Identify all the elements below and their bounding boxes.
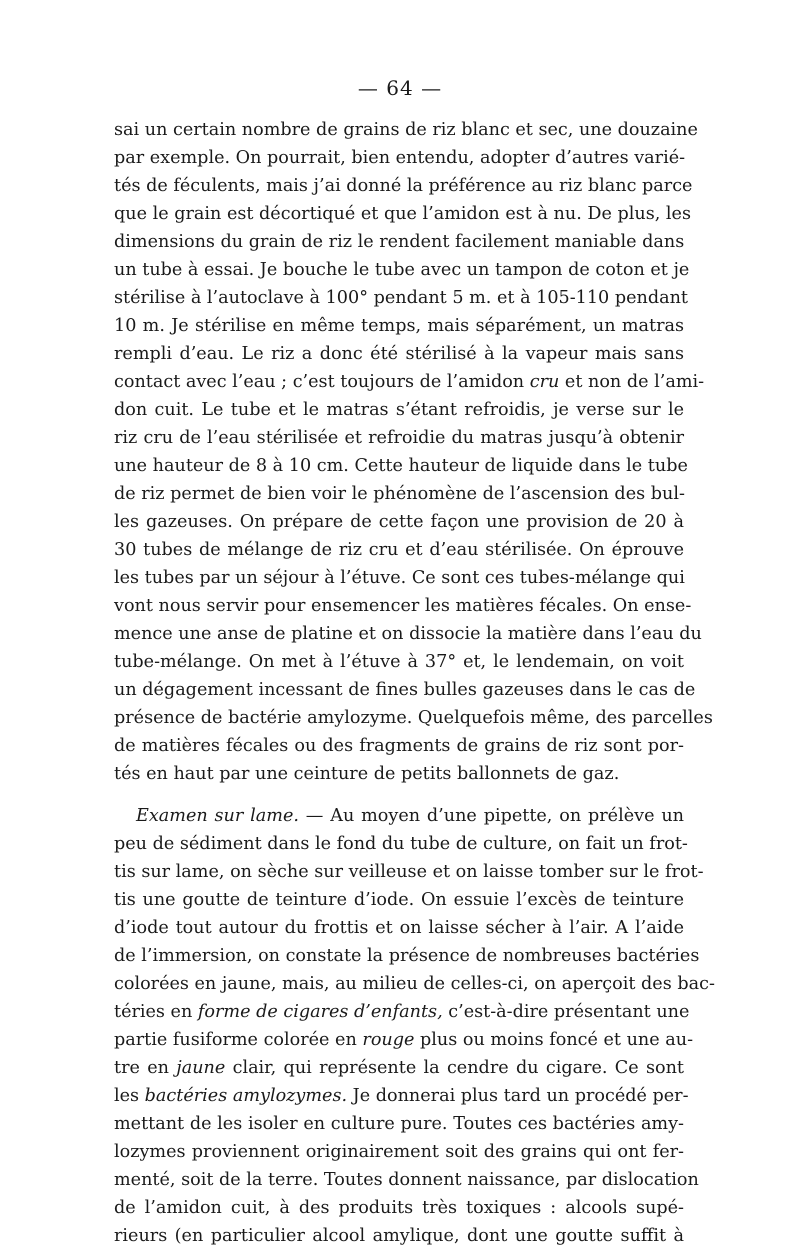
text-line: tube-mélange. On met à l’étuve à 37° et, le lendemain, on voit [114, 652, 684, 672]
text-line: une hauteur de 8 à 10 cm. Cette hauteur de liquide dans le tube [114, 456, 688, 476]
text-line [114, 368, 705, 396]
italic-text: jaune [176, 1058, 226, 1078]
text-line: présence de bactérie amylozyme. Quelquefois même, des parcelles [114, 708, 713, 728]
text-segment: et non de l’ami- [559, 372, 705, 392]
text-line: de l’immersion, on constate la présence de nombreuses bactéries [114, 946, 700, 966]
text-line [114, 802, 684, 830]
text-line: dimensions du grain de riz le rendent facilement maniable dans [114, 232, 685, 252]
text-line: de l’amidon cuit, à des produits très toxiques : alcools supé- [114, 1198, 684, 1218]
text-line: riz cru de l’eau stérilisée et refroidie du matras jusqu’à obtenir [114, 428, 684, 448]
text-line: tés de féculents, mais j’ai donné la préférence au riz blanc parce [114, 176, 693, 196]
text-line: 10 m. Je stérilise en même temps, mais séparément, un matras [114, 316, 684, 336]
italic-text: forme de cigares d’enfants, [197, 1002, 443, 1022]
text-line: les tubes par un séjour à l’étuve. Ce sont ces tubes-mélange qui [114, 568, 685, 588]
text-line: mence une anse de platine et on dissocie la matière dans l’eau du [114, 624, 702, 644]
text-line: d’iode tout autour du frottis et on laisse sécher à l’air. A l’aide [114, 918, 684, 938]
text-line: peu de sédiment dans le fond du tube de culture, on fait un frot- [114, 834, 688, 854]
text-line: les gazeuses. On prépare de cette façon une provision de 20 à [114, 512, 684, 532]
text-line: un dégagement incessant de fines bulles gazeuses dans le cas de [114, 680, 696, 700]
text-segment: partie fusiforme colorée en [114, 1030, 363, 1050]
text-segment: les [114, 1086, 145, 1106]
text-line [114, 1026, 694, 1054]
text-line: 30 tubes de mélange de riz cru et d’eau stérilisée. On éprouve [114, 540, 684, 560]
text-line: stérilise à l’autoclave à 100° pendant 5 m. et à 105-110 pendant [114, 288, 689, 308]
text-line [114, 998, 690, 1026]
text-line: que le grain est décortiqué et que l’amidon est à nu. De plus, les [114, 204, 691, 224]
text-line: un tube à essai. Je bouche le tube avec un tampon de coton et je [114, 260, 690, 280]
text-segment: téries en [114, 1002, 198, 1022]
paragraph-2 [114, 802, 715, 1250]
text-line: tis une goutte de teinture d’iode. On essuie l’excès de teinture [114, 890, 684, 910]
text-line: colorées en jaune, mais, au milieu de celles-ci, on aperçoit des bac- [114, 974, 715, 994]
text-segment: tre en [114, 1058, 177, 1078]
page-number: — 64 — [357, 76, 443, 100]
text-line: tés en haut par une ceinture de petits ballonnets de gaz. [114, 764, 620, 784]
text-segment: clair, qui représente la cendre du cigare. Ce sont [225, 1058, 684, 1078]
text-line: de matières fécales ou des fragments de grains de riz sont por- [114, 736, 684, 756]
text-line: de riz permet de bien voir le phénomène de l’ascension des bul- [114, 484, 685, 504]
text-line: don cuit. Le tube et le matras s’étant refroidis, je verse sur le [114, 400, 684, 420]
text-line: menté, soit de la terre. Toutes donnent naissance, par dislocation [114, 1170, 699, 1190]
text-line [114, 1082, 689, 1110]
text-segment: — Au moyen d’une pipette, on prélève un [298, 806, 684, 826]
text-line: rempli d’eau. Le riz a donc été stérilisé à la vapeur mais sans [114, 344, 684, 364]
text-line [114, 1054, 684, 1082]
text-line: tis sur lame, on sèche sur veilleuse et on laisse tomber sur le frot- [114, 862, 704, 882]
paragraph-1 [114, 116, 713, 788]
text-line: mettant de les isoler en culture pure. Toutes ces bactéries amy- [114, 1114, 684, 1134]
text-line: vont nous servir pour ensemencer les matières fécales. On ense- [114, 596, 692, 616]
italic-text: bactéries amylozymes. [144, 1086, 348, 1106]
text-segment: c’est-à-dire présentant une [442, 1002, 690, 1022]
italic-text: cru [529, 372, 560, 392]
text-line: par exemple. On pourrait, bien entendu, adopter d’autres varié- [114, 148, 686, 168]
text-segment: contact avec l’eau ; c’est toujours de l’amidon [114, 372, 530, 392]
italic-text: Examen sur lame. [136, 806, 299, 826]
text-line: rieurs (en particulier alcool amylique, dont une goutte suffit à [114, 1226, 684, 1246]
text-segment: plus ou moins foncé et une au- [414, 1030, 694, 1050]
body-text [114, 116, 715, 1250]
text-line: sai un certain nombre de grains de riz blanc et sec, une douzaine [114, 120, 698, 140]
text-line: lozymes proviennent originairement soit des grains qui ont fer- [114, 1142, 684, 1162]
text-segment: Je donnerai plus tard un procédé per- [347, 1086, 689, 1106]
italic-text: rouge [362, 1030, 415, 1050]
